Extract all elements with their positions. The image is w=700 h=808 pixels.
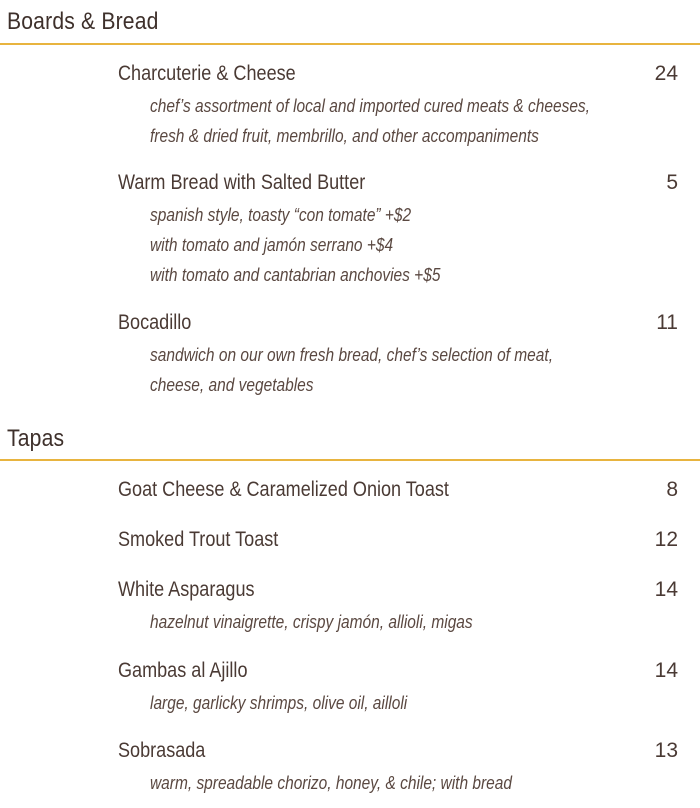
- item-price: 14: [654, 659, 678, 682]
- item-name: Sobrasada: [118, 739, 206, 762]
- item-description: [150, 688, 670, 718]
- item-description: [150, 200, 670, 290]
- section-title: Tapas: [7, 425, 65, 452]
- item-description: [150, 91, 670, 151]
- item-description: [150, 340, 670, 400]
- description-line: with tomato and jamón serrano +$4: [150, 235, 394, 255]
- description-line: large, garlicky shrimps, olive oil, ailloli: [150, 693, 408, 713]
- item-name: Charcuterie & Cheese: [118, 62, 296, 85]
- section-title: Boards & Bread: [7, 8, 159, 35]
- item-name: Bocadillo: [118, 311, 192, 334]
- item-name: Warm Bread with Salted Butter: [118, 171, 366, 194]
- section-divider: [0, 459, 700, 461]
- item-price: 14: [654, 578, 678, 601]
- item-name: Smoked Trout Toast: [118, 528, 279, 551]
- description-line: chef’s assortment of local and imported cured meats & cheeses,: [150, 96, 590, 116]
- item-price: 11: [656, 311, 678, 334]
- description-line: with tomato and cantabrian anchovies +$5: [150, 265, 441, 285]
- description-line: cheese, and vegetables: [150, 375, 314, 395]
- description-line: hazelnut vinaigrette, crispy jamón, allioli, migas: [150, 612, 473, 632]
- description-line: warm, spreadable chorizo, honey, & chile; with bread: [150, 773, 512, 793]
- item-price: 5: [666, 171, 678, 194]
- description-line: sandwich on our own fresh bread, chef’s selection of meat,: [150, 345, 554, 365]
- item-price: 13: [654, 739, 678, 762]
- section-divider: [0, 43, 700, 45]
- item-description: [150, 607, 670, 637]
- item-description: [150, 768, 670, 798]
- item-price: 24: [654, 62, 678, 85]
- description-line: fresh & dried fruit, membrillo, and other accompaniments: [150, 126, 539, 146]
- description-line: spanish style, toasty “con tomate” +$2: [150, 205, 412, 225]
- item-price: 8: [666, 478, 678, 501]
- item-name: Goat Cheese & Caramelized Onion Toast: [118, 478, 449, 501]
- item-name: White Asparagus: [118, 578, 255, 601]
- item-name: Gambas al Ajillo: [118, 659, 248, 682]
- item-price: 12: [654, 528, 678, 551]
